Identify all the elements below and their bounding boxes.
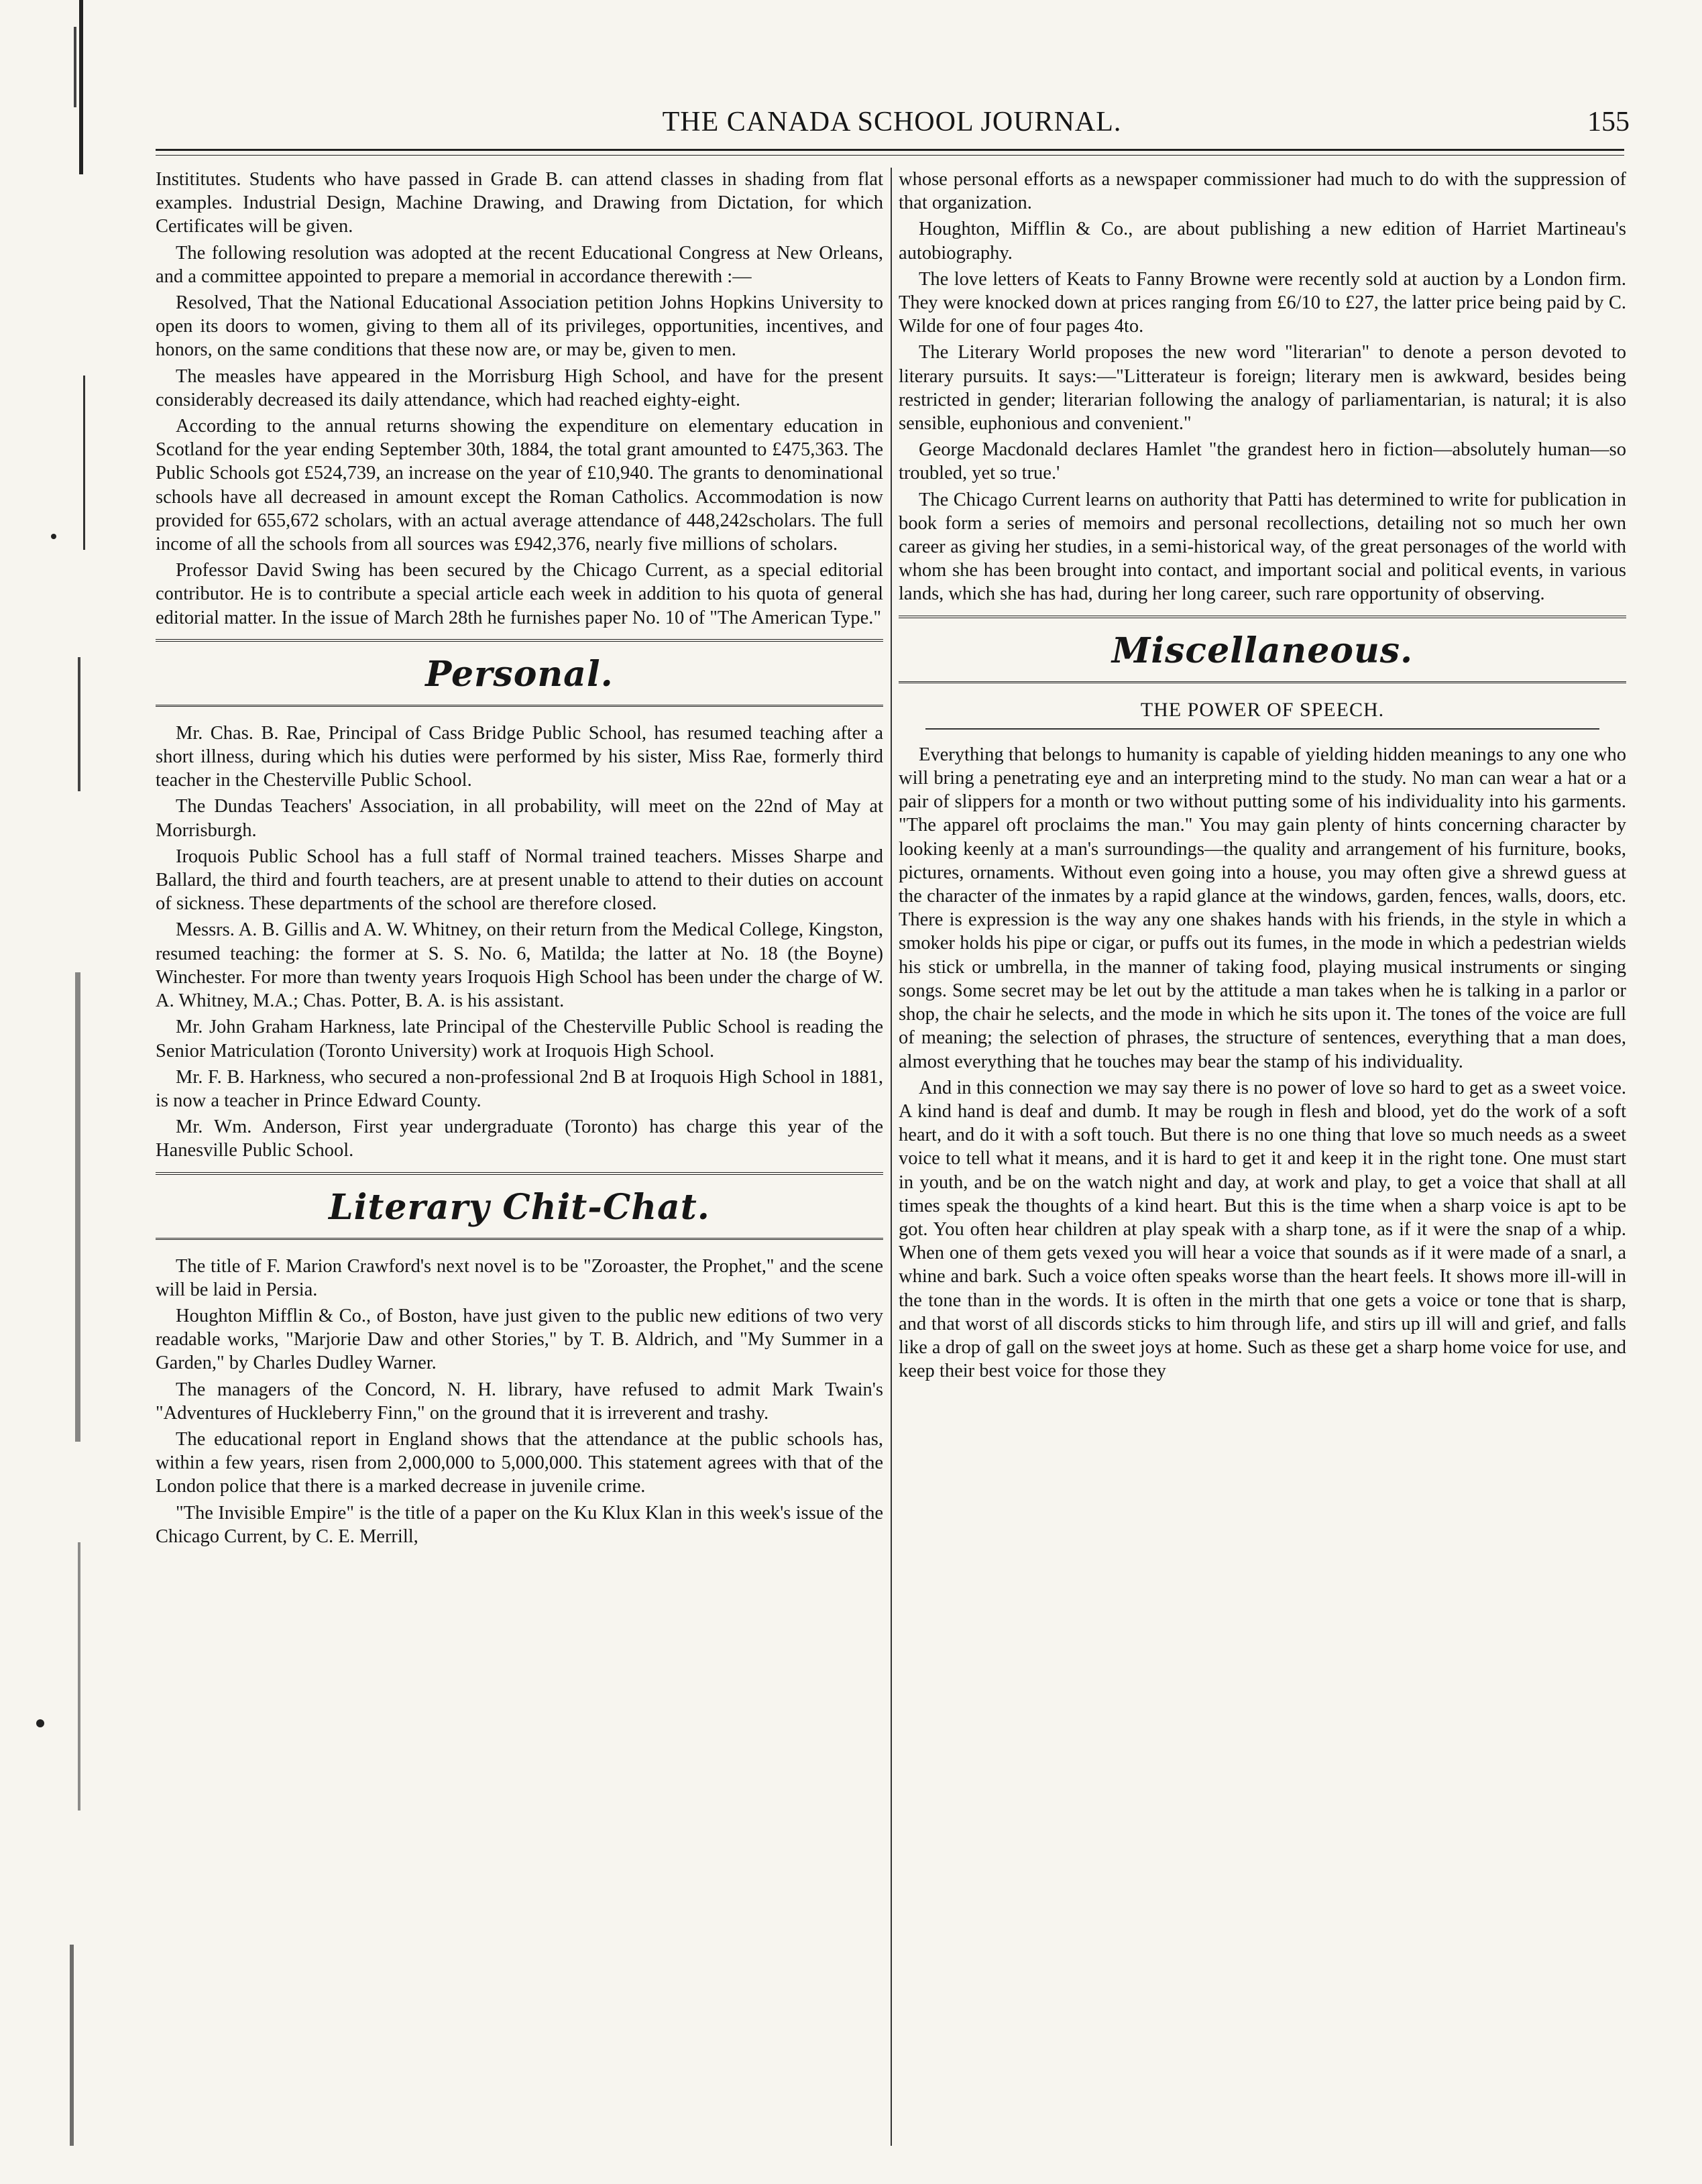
left-column: [156, 168, 883, 2146]
paragraph: Professor David Swing has been secured by the Chicago Current, as a special editorial contributor. He is to contribute a special article each week in addition to his quota of general editorial matter. In the issue of March 28th he furnishes paper No. 10 of "The American Type.": [156, 560, 883, 628]
paragraph: The managers of the Concord, N. H. library, have refused to admit Mark Twain's "Adventures of Huckleberry Finn," on the ground that it is irreverent and trashy.: [156, 1379, 883, 1424]
paragraph: The following resolution was adopted at the recent Educational Congress at New Orleans, and a committee appointed to prepare a memorial in accordance therewith :—: [156, 242, 883, 287]
paragraph: Mr. John Graham Harkness, late Principal of the Chesterville Public School is reading the Senior Matriculation (Toronto University) work at Iroquois High School.: [156, 1017, 883, 1061]
right-column: [899, 168, 1626, 2146]
paragraph: The Literary World proposes the new word "literarian" to denote a person devoted to literary pursuits. It says:—"Litterateur is foreign; literary men is awkward, besides being restricted in gender; literarian following the analogy of parliamentarian, is natural; it is also sensible, euphonious and convenient.": [899, 342, 1626, 435]
paragraph: Houghton Mifflin & Co., of Boston, have just given to the public new editions of two very readable works, "Marjorie Daw and other Stories," by T. B. Aldrich, and "My Summer in a Garden," by Charles Dudley Warner.: [156, 1305, 883, 1374]
paragraph: Resolved, That the National Educational Association petition Johns Hopkins University to open its doors to women, giving to them all of its privileges, opportunities, incentives, and honors, on the same conditions that these now are, or may be, given to men.: [156, 292, 883, 361]
journal-title: THE CANADA SCHOOL JOURNAL.: [662, 107, 1122, 137]
paragraph: Instititutes. Students who have passed in Grade B. can attend classes in shading from flat examples. Industrial Design, Machine Drawing, and Drawing from Dictation, for which Certificates will be given.: [156, 169, 883, 237]
page-header: [154, 101, 1630, 148]
paragraph: Mr. Wm. Anderson, First year undergraduate (Toronto) has charge this year of the Hanesville Public School.: [156, 1116, 883, 1161]
scan-edge-marks: [0, 0, 94, 2184]
paragraph: And in this connection we may say there is no power of love so hard to get as a sweet voice. A kind hand is deaf and dumb. It may be rough in flesh and blood, yet do the work of a soft heart, and do it with a soft touch. But there is no one thing that love so much needs as a sweet voice to tell what it means, and it is hard to get it and keep it in the right tone. One must start in youth, and be on the watch night and day, at work and play, to get a voice that shall at all times speak the thoughts of a kind heart. But this is the time when a sharp voice is apt to be got. You often hear children at play speak with a sharp tone, as if it were the snap of a whip. When one of them gets vexed you will hear a voice that sounds as if it were made of a snarl, a whine and bark. Such a voice often speaks worse than the heart feels. It shows more ill-will in the tone than in the words. It is often in the mirth that one gets a voice or tone that is sharp, and that worst of all discords sticks to him through life, and stirs up ill will and grief, and falls like a drop of gall on the sweet joys at home. Such as these get a sharp home voice for use, and keep their best voice for those they: [899, 1077, 1626, 1382]
paragraph: Houghton, Mifflin & Co., are about publishing a new edition of Harriet Martineau's autobiography.: [899, 219, 1626, 264]
paragraph: Iroquois Public School has a full staff of Normal trained teachers. Misses Sharpe and Ballard, the third and fourth teachers, are at present unable to attend to their duties on account of sickness. These departments of the school are therefore closed.: [156, 846, 883, 915]
paragraph: The measles have appeared in the Morrisburg High School, and have for the present considerably decreased its daily attendance, which had reached eighty-eight.: [156, 365, 883, 410]
paragraph: Everything that belongs to humanity is capable of yielding hidden meanings to any one who will bring a penetrating eye and an interpreting mind to the study. No man can wear a hat or a pair of slippers for a month or two without putting some of his individuality into his garments. "The apparel oft proclaims the man." You may gain plenty of hints concerning character by looking keenly at a man's surroundings—the quality and arrangement of his furniture, books, pictures, ornaments. Without even going into a house, you may often give a shrewd guess at the character of the inmates by a rapid glance at the windows, garden, fences, walls, doors, etc. There is expression is the way any one shakes hands with his friends, in the style in which a smoker holds his pipe or cigar, or puffs out its fumes, in the mode in which a pedestrian wields his stick or umbrella, in the manner of taking food, playing musical instruments or singing songs. Some secret may be let out by the attitude a man takes when he is talking in a parlor or shop, the chair he selects, and the mode in which he sits upon it. The tones of the voice are full of meaning; the selection of phrases, the structure of sentences, everything that a man does, almost everything that he touches may bear the stamp of his individuality.: [899, 744, 1626, 1072]
paragraph: According to the annual returns showing the expenditure on elementary education in Scotland for the year ending September 30th, 1884, the total grant amounted to £475,363. The Public Schools got £524,739, an increase on the year of £10,940. The grants to denominational schools have all decreased in amount except the Roman Catholics. Accommodation is now provided for 655,672 scholars, with an actual average attendance of 448,242scholars. The full income of all the schools from all sources was £942,376, nearly five millions of scholars.: [156, 416, 883, 555]
paragraph: Mr. Chas. B. Rae, Principal of Cass Bridge Public School, has resumed teaching after a short illness, during which his duties were performed by his sister, Miss Rae, formerly third teacher in the Chesterville Public School.: [156, 722, 883, 791]
paragraph: The title of F. Marion Crawford's next novel is to be "Zoroaster, the Prophet," and the scene will be laid in Persia.: [156, 1255, 883, 1300]
paragraph: "The Invisible Empire" is the title of a paper on the Ku Klux Klan in this week's issue of the Chicago Current, by C. E. Merrill,: [156, 1502, 883, 1547]
section-heading-literary: Literary Chit-Chat.: [156, 1172, 883, 1240]
paragraph: The Chicago Current learns on authority that Patti has determined to write for publication in book form a series of memoirs and personal recollections, detailing not so much her own career as giving her studies, in a semi-historical way, of the great personages of the world with whom she has been brought into contact, and important social and political events, in various lands, which she has had, during her long career, such rare opportunity of observing.: [899, 489, 1626, 605]
page-number: 155: [1587, 107, 1630, 137]
paragraph: The Dundas Teachers' Association, in all probability, will meet on the 22nd of May at Morrisburgh.: [156, 796, 883, 841]
paragraph: The educational report in England shows that the attendance at the public schools has, within a few years, risen from 2,000,000 to 5,000,000. This statement agrees with that of the London police that there is a marked decrease in juvenile crime.: [156, 1428, 883, 1497]
paragraph: George Macdonald declares Hamlet "the grandest hero in fiction—absolutely human—so troubled, yet so true.': [899, 439, 1626, 484]
column-divider: [891, 168, 892, 2146]
paragraph: whose personal efforts as a newspaper commissioner had much to do with the suppression of that organization.: [899, 169, 1626, 214]
section-heading-miscellaneous: Miscellaneous.: [899, 616, 1626, 683]
paragraph: Mr. F. B. Harkness, who secured a non-professional 2nd B at Iroquois High School in 1881, is now a teacher in Prince Edward County.: [156, 1066, 883, 1111]
article-title: THE POWER OF SPEECH.: [925, 698, 1599, 730]
header-rule: [156, 149, 1624, 156]
paragraph: The love letters of Keats to Fanny Browne were recently sold at auction by a London firm. They were knocked down at prices ranging from £6/10 to £27, the latter price being paid by C. Wilde for one of four pages 4to.: [899, 268, 1626, 337]
paragraph: Messrs. A. B. Gillis and A. W. Whitney, on their return from the Medical College, Kingston, resumed teaching: the former at S. S. No. 6, Matilda; the latter at No. 18 (the Boyne) Winchester. For more than twenty years Iroquois High School has been under the charge of W. A. Whitney, M.A.; Chas. Potter, B. A. is his assistant.: [156, 919, 883, 1012]
section-heading-personal: Personal.: [156, 639, 883, 707]
